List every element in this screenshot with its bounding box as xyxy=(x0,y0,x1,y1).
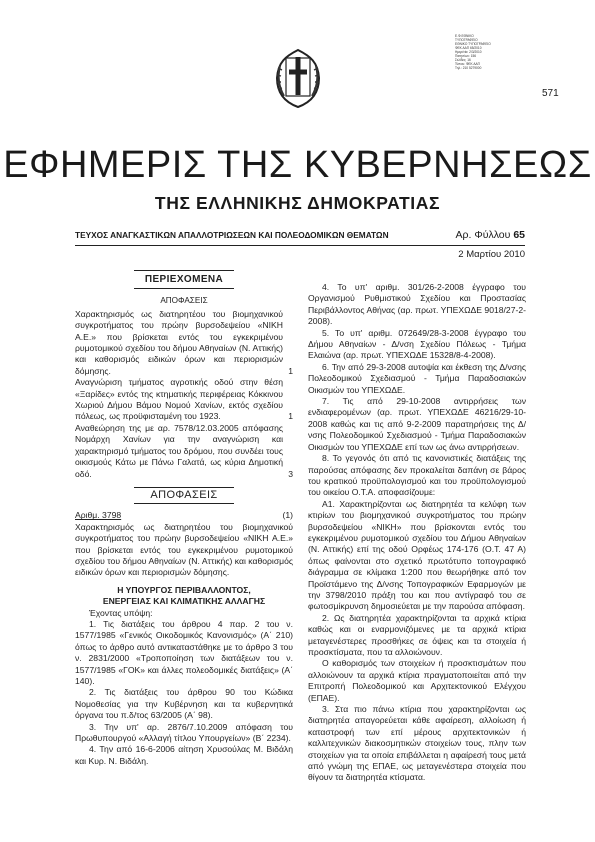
paragraph: 7. Τις από 29-10-2008 αντιρρήσεις των ενδιαφερομένων (αρ. πρωτ. ΥΠΕΧΩΔΕ 46216/29-10-2008 καθώς και τις από 9-2-2009 παρατηρήσεις της Δ/νσης Πολεοδομικού Σχεδιασμού - Τμήμα Παραδοσιακών Οικισμών του ΥΠΕΧΩΔΕ επί των ως άνω αντιρρήσεων. xyxy=(308,396,526,452)
gazette-subtitle: ΤΗΣ ΕΛΛΗΝΙΚΗΣ ΔΗΜΟΚΡΑΤΙΑΣ xyxy=(154,193,441,213)
stamp-line: Ημερ/νία: 2/3/2010 xyxy=(455,50,482,54)
toc-rule xyxy=(134,270,234,271)
stamp-line: Πατησίων: 156 xyxy=(455,54,477,58)
paragraph: Α1. Χαρακτηρίζονται ως διατηρητέα τα κελύφη των κτιρίων του βιομηχανικού συγκροτήματος του πρώην βυρσοδεψείου «ΝΙΚΗ» που βρίσκονται εντός του εγκεκριμένου ρυμοτομικού σχεδίου του Δήμου Αθηναίων (Ν. Αττικής) επί της οδού Ορφέως 174-176 (Ο.Τ. 47 Α) όπως φαίνονται στο σχετικό πρωτότυπο τοπογραφικό διάγραμμα σε κλίμακα 1:200 που θεωρήθηκε από τον Προϊστάμενο της Δ/νσης Τοπογραφικών Εφαρμογών με την 3798/2010 πράξη του και που αντίγραφό του σε φωτοσμίκρυνση δημοσιεύεται με την παρούσα απόφαση. xyxy=(308,498,526,612)
paragraph: 3. Την υπ' αρ. 2876/7.10.2009 απόφαση του Πρωθυπουργού «Αλλαγή τίτλου Υπουργείων» (Β΄ 2234). xyxy=(75,721,293,744)
paragraph: 4. Την από 16-6-2006 αίτηση Χρυσούλας Μ. Βιδάλη και Κυρ. Ν. Βιδάλη. xyxy=(75,744,293,766)
paragraph: 2. Ως διατηρητέα χαρακτηρίζονται τα αρχικά κτίρια καθώς και οι εναρμονιζόμενες με τα αρχικά κτίρια μεταγενέστερες προσθήκες σε όψεις και τα στοιχεία ή προσκτίσματα, που τα αλλοιώνουν. xyxy=(308,612,526,657)
right-column xyxy=(308,282,526,784)
paragraph: 6. Την από 29-3-2008 αυτοψία και έκθεση της Δ/νσης Πολεοδομικού Σχεδιασμού - Τμήμα Παραδοσιακών Οικισμών του ΥΠΕΧΩΔΕ. xyxy=(308,361,526,395)
stamp-line: Τύπου: ΦΕΚ ΑΑΠ xyxy=(455,62,480,66)
paragraph: 2. Τις διατάξεις του άρθρου 90 του Κώδικα Νομοθεσίας για την Κυβέρνηση και τα κυβερνητικά όργανα του π.δ/τος 63/2005 (Α΄ 98). xyxy=(75,687,293,721)
toc-entry-text: Αναγνώριση τμήματος αγροτικής οδού στην θέση «Ξαρίδες» εντός της κτηματικής περιφέρειας Κόκκινου Χωριού Δήμου Βάμου Νομού Χανίων, εκτός σχεδίου πόλεως, ως προϋφισταμένη του 1923. xyxy=(75,377,283,422)
toc-heading: ΠΕΡΙΕΧΟΜΕΝΑ xyxy=(144,274,224,285)
stamp-line: Τηλ.: 210 5279000 xyxy=(455,66,482,70)
gazette-title: ΕΦΗΜΕΡΙΣ ΤΗΣ ΚΥΒΕΡΝΗΣΕΩΣ xyxy=(3,144,592,186)
stamp-block xyxy=(455,34,525,70)
toc-list xyxy=(75,309,293,480)
paragraph: 1. Τις διατάξεις του άρθρου 4 παρ. 2 του ν. 1577/1985 «Γενικός Οικοδομικός Κανονισμός» (Α΄ 210) όπως το άρθρο αυτό αντικαταστάθηκε με το άρθρο 3 του ν. 2831/2000 «Τροποποίηση των διατάξεων του ν. 1577/1985 «ΓΟΚ» και άλλες πολεοδομικές διατάξεις» (Α΄ 140). xyxy=(75,618,293,686)
stamp-line: ΕΘΝΙΚΟ ΤΥΠΟΓΡΑΦΕΙΟ xyxy=(455,42,491,46)
coat-of-arms-emblem xyxy=(274,48,322,109)
toc-entry-page: 1 xyxy=(288,365,293,376)
toc-entry-page: 3 xyxy=(288,468,293,479)
issue-date: 2 Μαρτίου 2010 xyxy=(458,249,525,260)
toc-entry xyxy=(75,377,293,423)
sheet-number-label: Αρ. Φύλλου 65 xyxy=(455,229,525,241)
decision-summary: Χαρακτηρισμός ως διατηρητέου του βιομηχανικού συγκροτήματος του πρώην βυρσοδεψείου «ΝΙΚΗ Α.Ε.» που βρίσκεται εντός του εγκεκριμένου ρυμοτομικού σχεδίου του δήμου Αθηναίων (Ν. Αττικής) και καθορισμός ειδικών όρων και περιορισμών δόμησης. xyxy=(75,521,293,578)
having-regard: Έχοντας υπόψη: xyxy=(89,607,153,618)
issue-bar xyxy=(75,230,525,241)
toc-entry xyxy=(75,309,293,377)
paragraph: 3. Στα πιο πάνω κτίρια που χαρακτηρίζονται ως διατηρητέα απαγορεύεται κάθε αφαίρεση, αλλοίωση ή καταστροφή των επί μέρους αρχιτεκτονικών ή καλλιτεχνικών διακοσμητικών στοιχείων τους, πλην των στοιχείων για τα οποία επιβάλλεται η αφαίρεσή τους μετά από γνώμη της ΕΠΑΕ, ως μεταγενέστερα στοιχεία που θίγουν τα διατηρητέα κτίσματα. xyxy=(308,704,526,783)
stamp-line: ΤΥΠΟΓΡΑΦΕΙΟ xyxy=(455,38,478,42)
issue-type: ΤΕΥΧΟΣ ΑΝΑΓΚΑΣΤΙΚΩΝ ΑΠΑΛΛΟΤΡΙΩΣΕΩΝ ΚΑΙ ΠΟΛΕΟΔΟΜΙΚΩΝ ΘΕΜΑΤΩΝ xyxy=(75,230,389,240)
paragraph: 8. Το γεγονός ότι από τις κανονιστικές διατάξεις της παρούσας απόφασης δεν προκαλείται δαπάνη σε βάρος του κρατικού προϋπολογισμού και του προϋπολογισμού του οικείου Ο.Τ.Α. αποφασίζουμε: xyxy=(308,453,526,498)
toc-entry-page: 1 xyxy=(288,411,293,422)
decisions-rule xyxy=(134,503,234,504)
toc-rule xyxy=(134,288,234,289)
paragraph: Ο καθορισμός των στοιχείων ή προσκτισμάτων που αλλοιώνουν τα αρχικά κτίρια πραγματοποιείται από την Επιτροπή Πολεοδομικού και Αρχιτεκτονικού Ελέγχου (ΕΠΑΕ). xyxy=(308,658,526,703)
left-items xyxy=(75,619,293,767)
toc-section-heading: ΑΠΟΦΑΣΕΙΣ xyxy=(160,296,208,306)
toc-entry xyxy=(75,423,293,480)
decisions-rule xyxy=(134,487,234,488)
decision-reference xyxy=(75,510,293,521)
paragraph: 4. Το υπ' αριθμ. 301/26-2-2008 έγγραφο του Οργανισμού Ρυθμιστικού Σχεδίου και Προστασίας Περιβάλλοντος Αθήνας (αρ. πρωτ. ΥΠΕΧΩΔΕ 9018/27-2-2008). xyxy=(308,282,526,327)
decision-mark: (1) xyxy=(282,510,293,521)
decisions-heading: ΑΠΟΦΑΣΕΙΣ xyxy=(150,488,218,501)
left-column xyxy=(75,270,293,767)
stamp-line: ΦΕΚ ΑΑΠ 65/2010 xyxy=(455,46,482,50)
ministry-heading-2: ΕΝΕΡΓΕΙΑΣ ΚΑΙ ΚΛΙΜΑΤΙΚΗΣ ΑΛΛΑΓΗΣ xyxy=(102,596,266,607)
header-rule xyxy=(75,245,525,246)
paragraph: 5. Το υπ' αριθμ. 072649/28-3-2008 έγγραφο του Δήμου Αθηναίων - Δ/νση Σχεδίου Πόλεως - Τμήμα Ελαιώνα (αρ. πρωτ. ΥΠΕΧΩΔΕ 15328/8-4-2008). xyxy=(308,327,526,361)
toc-entry-text: Χαρακτηρισμός ως διατηρητέου του βιομηχανικού συγκροτήματος του πρώην βυρσοδεψείου «ΝΙΚΗ Α.Ε.» που βρίσκεται εντός του εγκεκριμένου ρυμοτομικού σχεδίου του δήμου Αθηναίων (Ν. Αττικής) και καθορισμός ειδικών όρων και περιορισμών δόμησης. xyxy=(75,308,283,376)
stamp-line: Ε.Φ.ΕΘΝΙΚΟ xyxy=(455,34,474,38)
toc-entry-text: Αναθεώρηση της με αρ. 7578/12.03.2005 απόφασης Νομάρχη Χανίων για την αναγνώριση και χαρακτηρισμό τμήματος του δρόμου, που συνδέει τους οικισμούς Κάτω με Πάνω Γαλατά, ως κύρια Δημοτική οδό. xyxy=(75,422,283,479)
decision-number: Αριθμ. 3798 xyxy=(75,510,122,521)
ministry-heading-1: Η ΥΠΟΥΡΓΟΣ ΠΕΡΙΒΑΛΛΟΝΤΟΣ, xyxy=(117,584,251,595)
page-number: 571 xyxy=(542,88,559,99)
stamp-line: Σελίδες: 16 xyxy=(455,58,471,62)
